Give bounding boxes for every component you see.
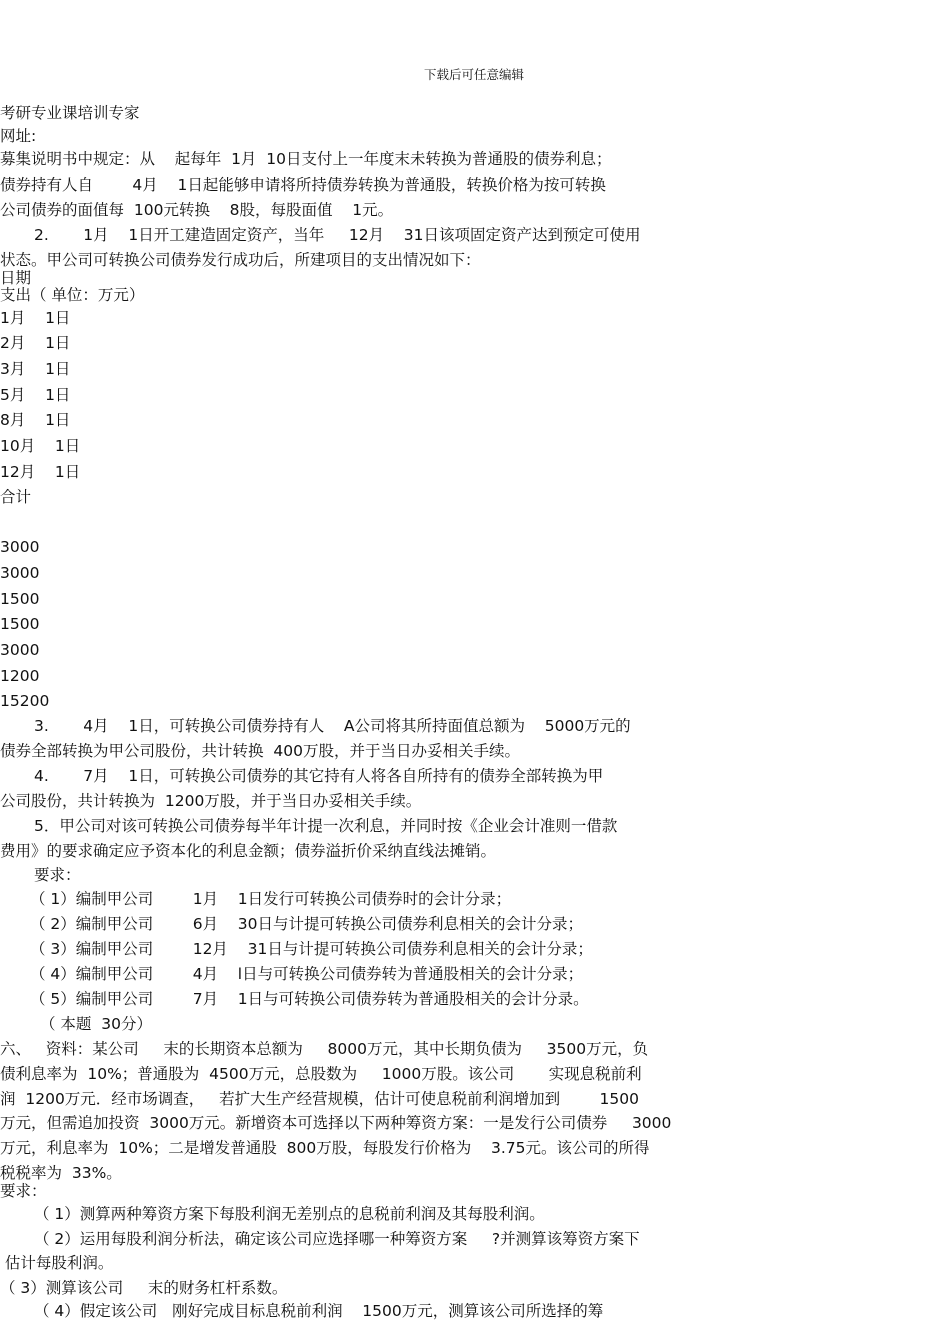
section-6-question: 估计每股利润。 [0,1254,114,1272]
intro-line: 债券持有人自 4月 1日起能够申请将所持债券转换为普通股，转换价格为按可转换 [0,176,606,194]
section-6-line: 债利息率为 10%；普通股为 4500万元，总股数为 1000万股。该公司 实现息税前利 [0,1065,642,1083]
website-label: 网址: [0,127,37,145]
item-4-line: 公司股份，共计转换为 1200万股，并于当日办妥相关手续。 [0,792,422,810]
table-total-amount: 15200 [0,692,50,710]
table-date: 5月 1日 [0,386,71,404]
table-amount: 3000 [0,641,40,659]
table-total-label: 合计 [0,488,32,506]
section-6-question: （ 2）运用每股利润分析法，确定该公司应选择哪一种筹资方案 ?并测算该筹资方案下 [34,1230,640,1248]
requirements-label: 要求： [34,866,81,884]
page-header: 下载后可任意编辑 [424,67,525,82]
item-2-line: 状态。甲公司可转换公司债券发行成功后，所建项目的支出情况如下： [0,251,481,269]
intro-line: 公司债券的面值每 100元转换 8股，每股面值 1元。 [0,201,394,219]
section-6-question: （ 1）测算两种筹资方案下每股利润无差别点的息税前利润及其每股利润。 [34,1205,545,1223]
score-note: （ 本题 30分） [40,1015,153,1033]
section-6-line: 万元，但需追加投资 3000万元。新增资本可选择以下两种筹资方案：一是发行公司债券 3000 [0,1114,672,1132]
section-6-line: 润 1200万元．经市场调查， 若扩大生产经营规模，估计可使息税前利润增加到 1500 [0,1090,639,1108]
table-amount: 3000 [0,538,40,556]
item-5-line: 费用》的要求确定应予资本化的利息金额；债券溢折价采纳直线法摊销。 [0,842,497,860]
section-6-line: 万元，利息率为 10%；二是增发普通股 800万股，每股发行价格为 3.75元。该公司的所得 [0,1139,650,1157]
requirement-item: （ 2）编制甲公司 6月 30日与计提可转换公司债券利息相关的会计分录； [30,915,583,933]
brand-line: 考研专业课培训专家 [0,104,140,122]
item-4-line: 4. 7月 1日，可转换公司债券的其它持有人将各自所持有的债券全部转换为甲 [34,767,604,785]
section-6-line: 税税率为 33%。 [0,1164,122,1182]
item-5-line: 5．甲公司对该可转换公司债券每半年计提一次利息，并同时按《企业会计准则一借款 [34,817,618,835]
section-6-question: （ 4）假定该公司 刚好完成目标息税前利润 1500万元，测算该公司所选择的筹 [34,1302,604,1320]
requirement-item: （ 4）编制甲公司 4月 l日与可转换公司债券转为普通股相关的会计分录； [30,965,584,983]
table-header-date: 日期 [0,269,32,287]
section-6-question: （ 3）测算该公司 末的财务杠杆系数。 [0,1279,288,1297]
requirement-item: （ 1）编制甲公司 1月 1日发行可转换公司债券时的会计分录； [30,890,512,908]
table-date: 2月 1日 [0,334,71,352]
table-date: 3月 1日 [0,360,71,378]
table-amount: 1200 [0,667,40,685]
requirement-item: （ 5）编制甲公司 7月 1日与可转换公司债券转为普通股相关的会计分录。 [30,990,589,1008]
table-amount: 3000 [0,564,40,582]
table-amount: 1500 [0,590,40,608]
table-date: 12月 1日 [0,463,81,481]
section-6-line: 六、 资料：某公司 末的长期资本总额为 8000万元，其中长期负债为 3500万元，负 [0,1040,649,1058]
table-date: 1月 1日 [0,309,71,327]
section-6-requirements-label: 要求： [0,1182,47,1200]
table-date: 10月 1日 [0,437,81,455]
requirement-item: （ 3）编制甲公司 12月 31日与计提可转换公司债券利息相关的会计分录； [30,940,593,958]
item-3-line: 3. 4月 1日，可转换公司债券持有人 A公司将其所持面值总额为 5000万元的 [34,717,631,735]
item-2-line: 2. 1月 1日开工建造固定资产，当年 12月 31日该项固定资产达到预定可使用 [34,226,641,244]
table-amount: 1500 [0,615,40,633]
table-date: 8月 1日 [0,411,71,429]
item-3-line: 债券全部转换为甲公司股份，共计转换 400万股，并于当日办妥相关手续。 [0,742,520,760]
table-header-amount: 支出（ 单位：万元） [0,286,145,304]
intro-line: 募集说明书中规定：从 起每年 1月 10日支付上一年度末未转换为普通股的债券利息； [0,150,612,168]
